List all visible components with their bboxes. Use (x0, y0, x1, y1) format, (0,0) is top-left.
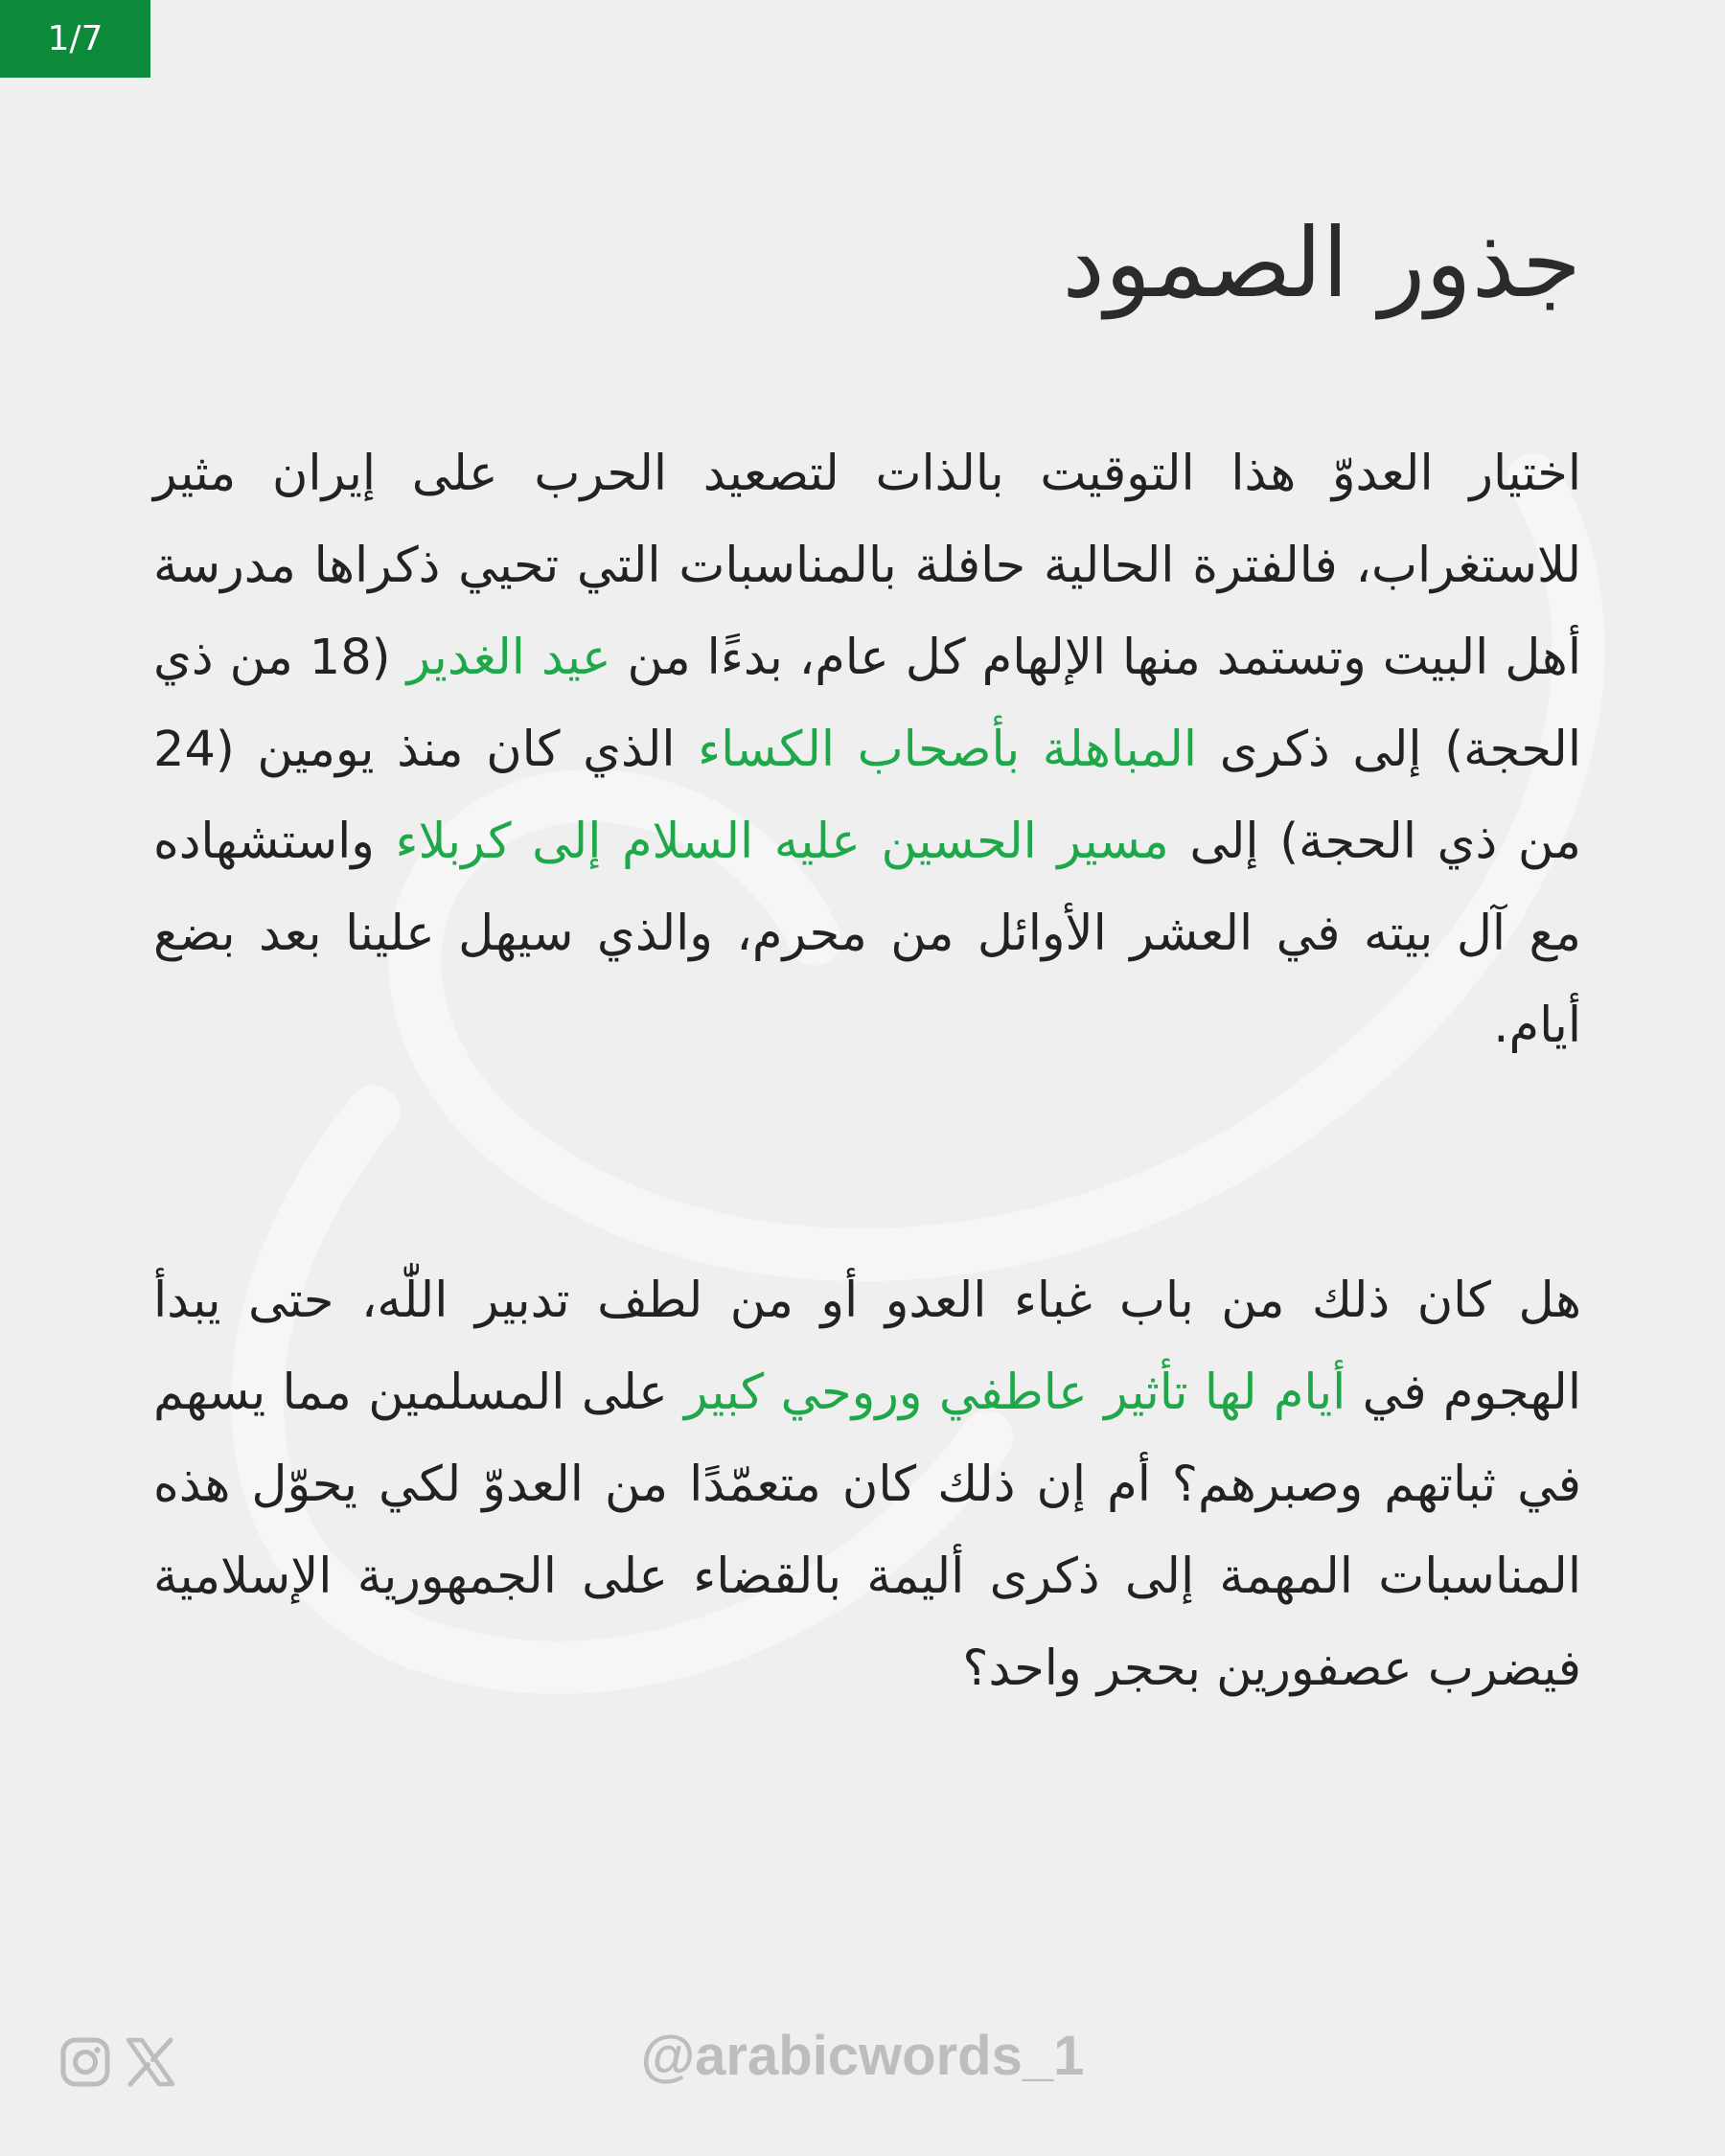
highlight-mubahala: المباهلة بأصحاب الكساء (698, 722, 1198, 778)
paragraph-1-segment: واستشهاده مع آل بيته في العشر الأوائل من محرم، والذي سيهل علينا بعد بضع أيام. (153, 814, 1581, 1054)
paragraph-2-segment: هل كان ذلك من باب غباء العدو أو من لطف تدبير اللّٰه، حتى يبدأ الهجوم في (153, 1273, 1581, 1421)
paragraph-1-segment: الذي كان منذ يومين (24 من ذي الحجة) إلى (153, 722, 1581, 870)
page-title: جذور الصمود (1062, 207, 1581, 319)
footer-handle: @arabicwords_1 (640, 2025, 1085, 2087)
paragraph-2 (153, 1255, 1581, 1715)
paragraph-2-segment: على المسلمين مما يسهم في ثباتهم وصبرهم؟ أم إن ذلك كان متعمّدًا من العدوّ لكي يحوّل هذه المناسبات المهمة إلى ذكرى أليمة بالقضاء على الجمهورية الإسلامية فيضرب عصفورين بحجر واحد؟ (153, 1365, 1581, 1697)
paragraph-1-segment: اختيار العدوّ هذا التوقيت بالذات لتصعيد الحرب على إيران مثير للاستغراب، فالفترة الحالية حافلة بالمناسبات التي تحيي ذكراها مدرسة أهل البيت وتستمد منها الإلهام كل عام، بدءًا من (153, 446, 1581, 686)
page-indicator: 1/7 (0, 0, 150, 78)
highlight-karbala: مسير الحسين عليه السلام إلى كربلاء (395, 814, 1169, 870)
paragraph-1 (153, 428, 1581, 1072)
paragraph-1-segment: (18 من ذي الحجة) إلى ذكرى (153, 630, 1581, 778)
highlight-emotional-days: أيام لها تأثير عاطفي وروحي كبير (684, 1365, 1346, 1421)
highlight-eid-ghadir: عيد الغدير (406, 630, 611, 686)
